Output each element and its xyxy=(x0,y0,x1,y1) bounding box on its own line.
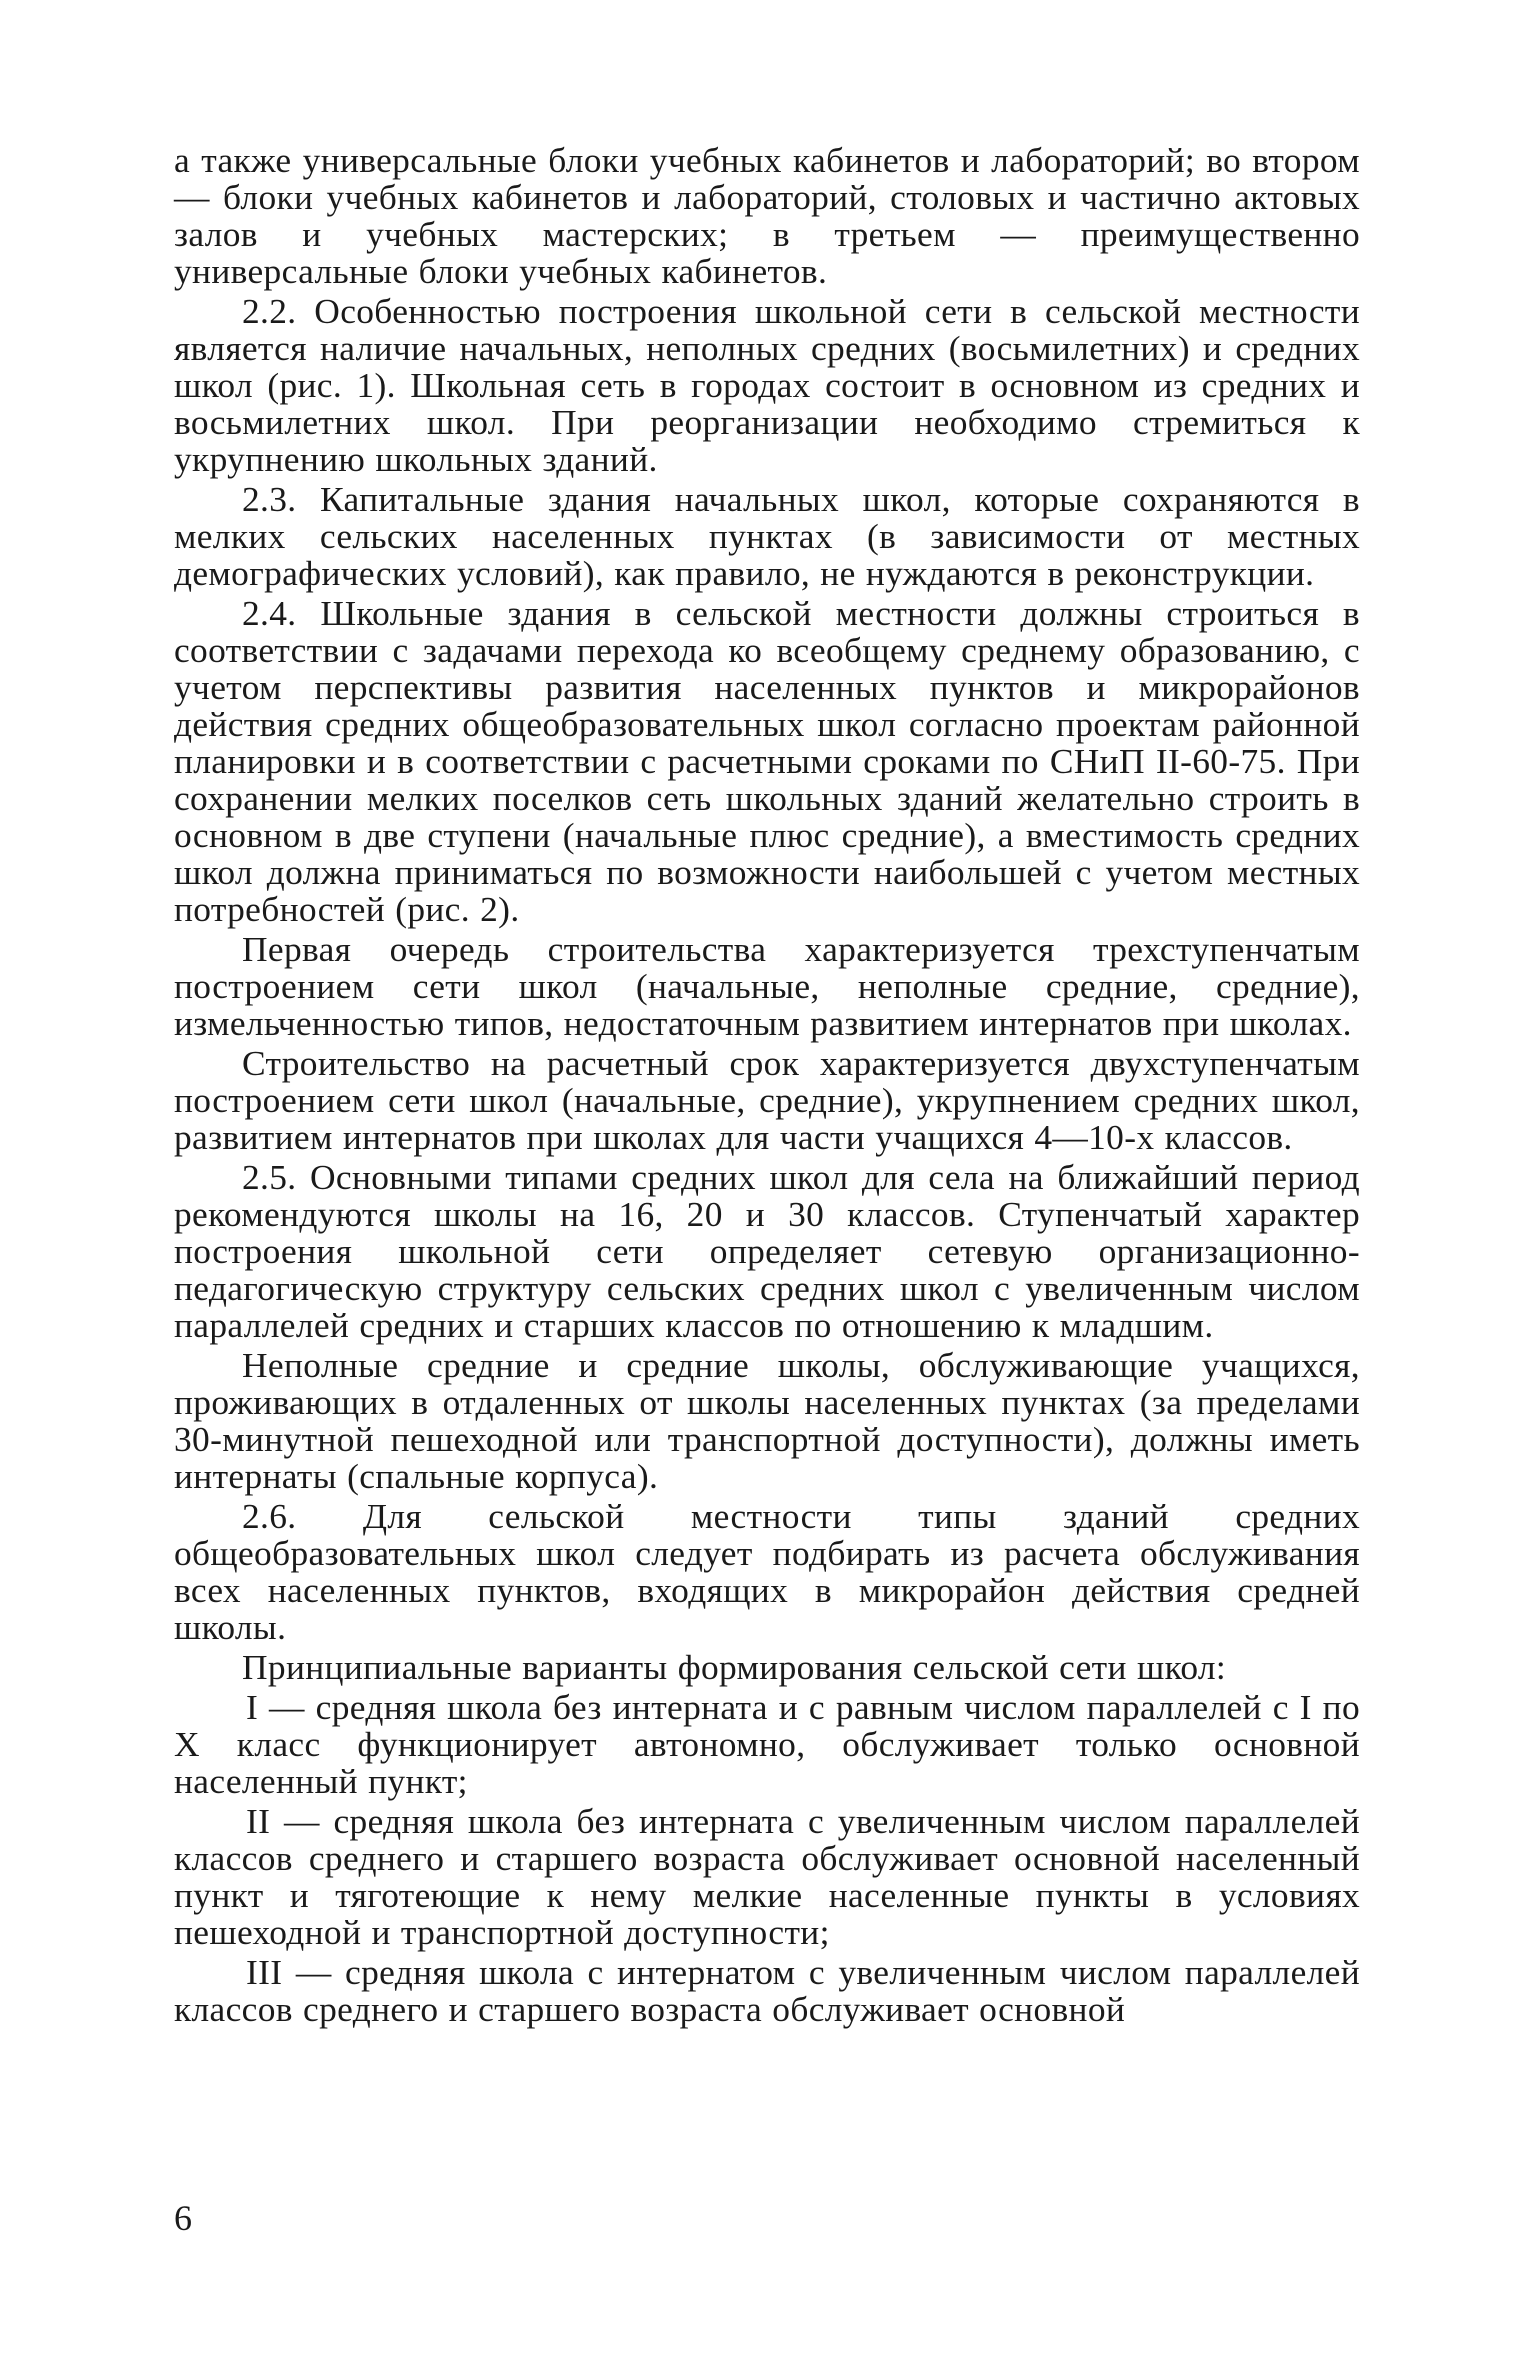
paragraph-intro-continuation: а также универсальные блоки учебных кабинетов и лабораторий; во втором — блоки учебных кабинетов и лабораторий, столовых и частично актовых залов и учебных мастерских; в третьем — преимущественно универсальные блоки учебных кабинетов. xyxy=(174,140,1360,291)
variant-item-3: III — средняя школа с интернатом с увеличенным числом параллелей классов среднего и старшего возраста обслуживает основной xyxy=(174,1952,1360,2029)
paragraph-variants-heading: Принципиальные варианты формирования сельской сети школ: xyxy=(242,1647,1227,1687)
paragraph-first-stage: Первая очередь строительства характеризуется трехступенчатым построением сети школ (начальные, неполные средние, средние), измельченностью типов, недостаточным развитием интернатов при школах. xyxy=(174,929,1360,1043)
paragraph-2-5: 2.5. Основными типами средних школ для села на ближайший период рекомендуются школы на 16, 20 и 30 классов. Ступенчатый характер построения школьной сети определяет сетевую организационно-педагогическую структуру сельских средних школ с увеличенным числом параллелей средних и старших классов по отношению к младшим. xyxy=(174,1157,1360,1345)
page-number: 6 xyxy=(174,2198,192,2238)
variant-item-1: I — средняя школа без интерната и с равным числом параллелей с I по X класс функционирует автономно, обслуживает только основной населенный пункт; xyxy=(174,1687,1360,1801)
paragraph-2-4: 2.4. Школьные здания в сельской местности должны строиться в соответствии с задачами перехода ко всеобщему среднему образованию, с учетом перспективы развития населенных пунктов и микрорайонов действия средних общеобразовательных школ согласно проектам районной планировки и в соответствии с расчетными сроками по СНиП II-60-75. При сохранении мелких поселков сеть школьных зданий желательно строить в основном в две ступени (начальные плюс средние), а вместимость средних школ должна приниматься по возможности наибольшей с учетом местных потребностей (рис. 2). xyxy=(174,593,1360,929)
paragraph-2-2: 2.2. Особенностью построения школьной сети в сельской местности является наличие начальных, неполных средних (восьмилетних) и средних школ (рис. 1). Школьная сеть в городах состоит в основном из средних и восьмилетних школ. При реорганизации необходимо стремиться к укрупнению школьных зданий. xyxy=(174,291,1360,479)
variant-item-2: II — средняя школа без интерната с увеличенным числом параллелей классов среднего и старшего возраста обслуживает основной населенный пункт и тяготеющие к нему мелкие населенные пункты в условиях пешеходной и транспортной доступности; xyxy=(174,1801,1360,1952)
paragraph-boarding-schools: Неполные средние и средние школы, обслуживающие учащихся, проживающих в отдаленных от школы населенных пунктах (за пределами 30-минутной пешеходной или транспортной доступности), должны иметь интернаты (спальные корпуса). xyxy=(174,1345,1360,1496)
body-text xyxy=(174,142,1360,2031)
paragraph-2-6: 2.6. Для сельской местности типы зданий средних общеобразовательных школ следует подбирать из расчета обслуживания всех населенных пунктов, входящих в микрорайон действия средней школы. xyxy=(174,1496,1360,1647)
paragraph-estimated-period: Строительство на расчетный срок характеризуется двухступенчатым построением сети школ (начальные, средние), укрупнением средних школ, развитием интернатов при школах для части учащихся 4—10-х классов. xyxy=(174,1043,1360,1157)
paragraph-2-3: 2.3. Капитальные здания начальных школ, которые сохраняются в мелких сельских населенных пунктах (в зависимости от местных демографических условий), как правило, не нуждаются в реконструкции. xyxy=(174,479,1360,593)
